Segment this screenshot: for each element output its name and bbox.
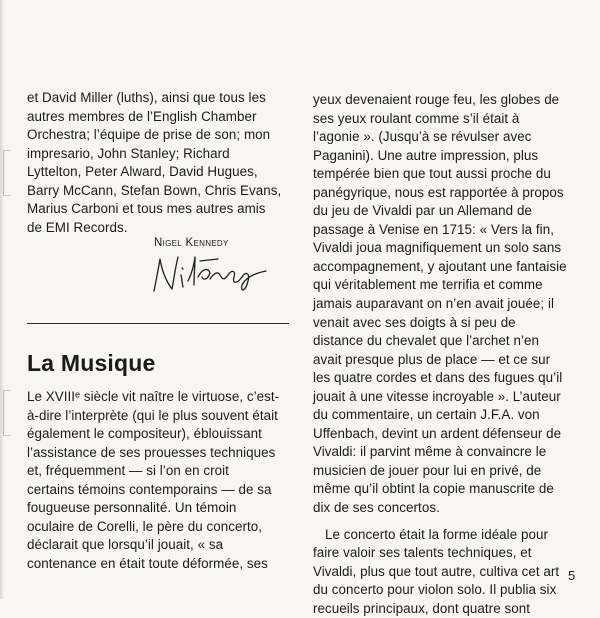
text-line: oculaire de Corelli, le père du concerto,	[27, 518, 263, 534]
text-line: du jeu de Vivaldi par un Allemand de	[313, 203, 532, 219]
text-line: impresario, John Stanley; Richard	[27, 145, 230, 161]
text-line: Uffenbach, devint un ardent défenseur de	[313, 425, 562, 441]
text-line: Le concerto était la forme idéale pour	[325, 526, 548, 542]
text-line: fougueuse personnalité. Un témoin	[27, 500, 237, 516]
text-line: Vivaldi joua magnifiquement un solo sans	[313, 240, 562, 256]
author-credit: Nigel Kennedy	[154, 237, 229, 249]
text-line: les quatre cordes et dans des fugues qu’il	[313, 370, 563, 386]
section-divider	[27, 323, 289, 324]
text-line: Orchestra; l’équipe de prise de son; mon	[27, 127, 271, 143]
text-line: venait avec ses doigts à si peu de	[313, 314, 516, 330]
text-line: également le compositeur), éblouissant	[27, 426, 262, 442]
text-line: yeux devenaient rouge feu, les globes de	[313, 92, 560, 107]
text-line: Paganini). Une autre impression, plus	[313, 147, 539, 163]
page-number: 5	[568, 568, 576, 583]
staple-mark-bottom	[3, 390, 10, 436]
text-line: jouait à une vitesse incroyable ». L’auteur	[313, 388, 561, 404]
text-line: Marius Carboni et tous mes autres amis	[27, 201, 266, 217]
text-line: jamais auparavant on n’en avait jouée; il	[313, 296, 555, 312]
text-line: panégyrique, nous est rapportée à propos	[313, 184, 564, 200]
text-line: contenance en était toute déformée, ses	[27, 555, 268, 571]
binding-edge	[0, 0, 4, 599]
text-line: du concerto pour violon solo. Il publia six	[313, 582, 557, 598]
section-title: La Musique	[27, 350, 156, 376]
paragraph	[313, 526, 579, 618]
text-line: accompagnement, y ajoutant une fantaisie	[313, 258, 567, 274]
text-line: avait presque plus de place — et ce sur	[313, 351, 551, 367]
text-line: tempérée bien que tout aussi proche du	[313, 166, 551, 182]
text-line: dix de ses concertos.	[313, 500, 440, 516]
text-line: Vivaldi: il parvint même à convaincre le	[313, 444, 547, 460]
right-column-text	[313, 91, 579, 618]
text-line: déclarait que lorsqu’il jouait, « sa	[27, 537, 224, 553]
paragraph	[313, 91, 579, 518]
text-line: faire valoir ses talents techniques, et	[313, 545, 532, 561]
text-line: de EMI Records.	[27, 219, 128, 235]
section-body-text	[27, 388, 289, 573]
text-line: Lyttelton, Peter Alward, David Hugues,	[27, 164, 258, 180]
acknowledgements-text	[27, 89, 289, 237]
text-line: l’assistance de ses prouesses techniques	[27, 444, 276, 460]
text-line: autres membres de l’English Chamber	[27, 108, 257, 124]
text-line: recueils principaux, dont quatre sont	[313, 600, 530, 616]
text-line: ses yeux roulant comme s’il était à	[313, 110, 520, 126]
text-line: qui véritablement me terrifia et comme	[313, 277, 543, 293]
text-line: et, fréquemment — si l’on en croit	[27, 463, 229, 479]
text-line: Barry McCann, Stefan Bown, Chris Evans,	[27, 182, 282, 198]
text-line: musicien de jouer pour lui en privé, de	[313, 462, 542, 478]
text-line: certains témoins contemporains — de sa	[27, 481, 272, 497]
text-line: du commentaire, un certain J.F.A. von	[313, 407, 540, 423]
text-line: Vivaldi, plus que tout autre, cultiva cet art	[313, 563, 560, 579]
text-line: et David Miller (luths), ainsi que tous les	[27, 90, 266, 105]
handwritten-signature	[148, 251, 272, 295]
text-line: Le XVIIIᵉ siècle vit naître le virtuose, c’est-	[27, 389, 280, 404]
text-line: l’agonie ». (Jusqu’à se révulser avec	[313, 129, 532, 145]
text-line: distance du chevalet que l’archet n’en	[313, 333, 539, 349]
staple-mark-top	[3, 150, 10, 196]
text-line: passage à Venise en 1715: « Vers la fin,	[313, 221, 554, 237]
text-line: à-dire l’interprète (qui le plus souvent était	[27, 407, 278, 423]
text-line: même qu’il obtint la copie manuscrite de	[313, 481, 554, 497]
